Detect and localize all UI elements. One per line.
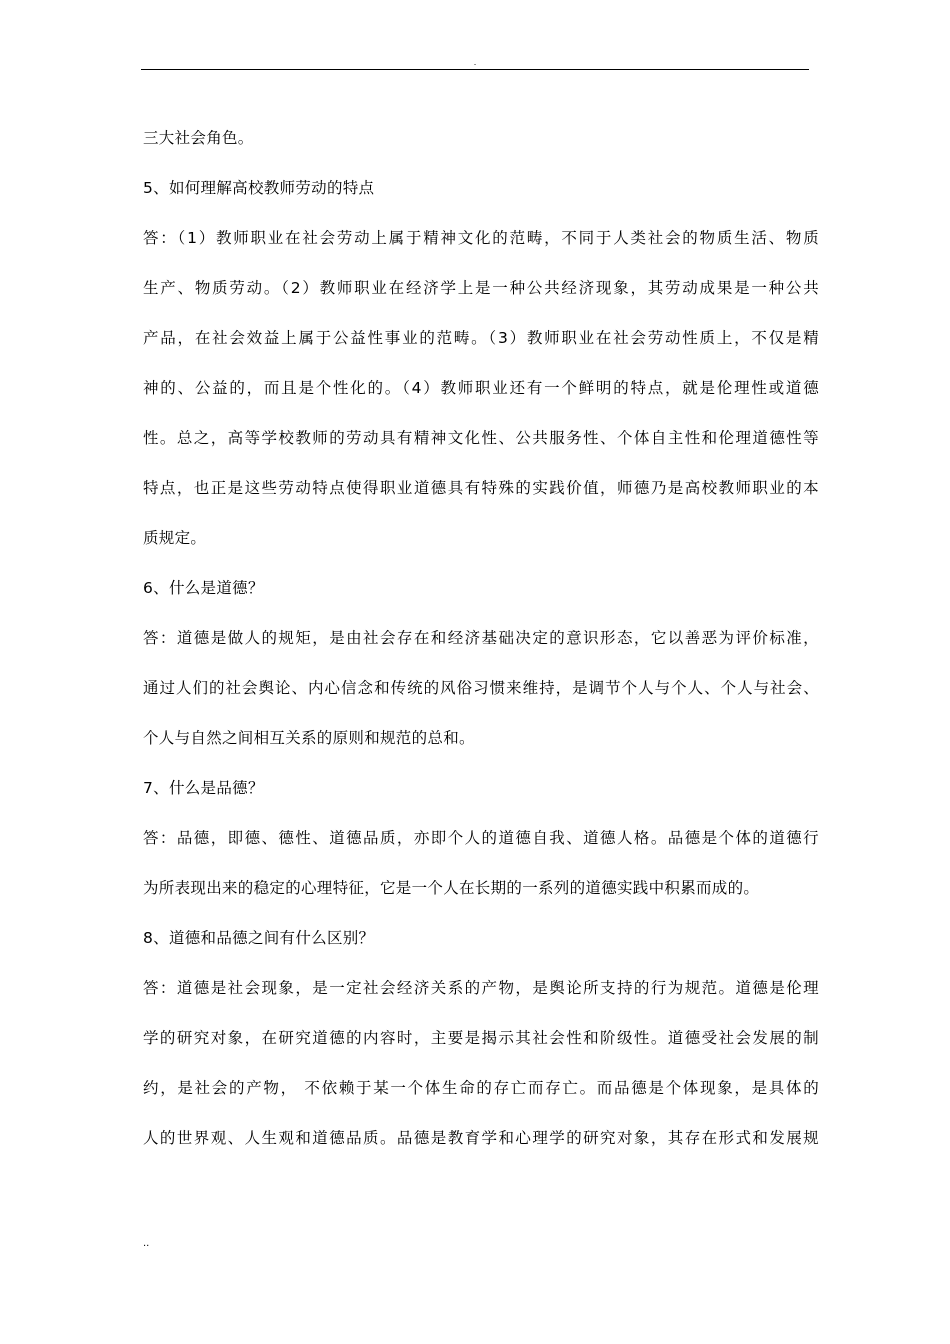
text-line: 特点，也正是这些劳动特点使得职业道德具有特殊的实践价值，师德乃是高校教师职业的本 bbox=[143, 479, 819, 497]
question-heading-5: 5、如何理解高校教师劳动的特点 bbox=[143, 179, 375, 197]
question-heading-6: 6、什么是道德？ bbox=[143, 579, 264, 597]
text-line: 答：道德是社会现象，是一定社会经济关系的产物，是舆论所支持的行为规范。道德是伦理 bbox=[143, 979, 819, 997]
document-body bbox=[143, 113, 819, 1163]
text-line: 为所表现出来的稳定的心理特征，它是一个人在长期的一系列的道德实践中积累而成的。 bbox=[143, 879, 760, 897]
question-heading-7: 7、什么是品德？ bbox=[143, 779, 264, 797]
header-rule bbox=[141, 69, 809, 70]
text-line: 三大社会角色。 bbox=[143, 129, 254, 147]
question-heading-8: 8、道德和品德之间有什么区别？ bbox=[143, 929, 375, 947]
footer-mark: .. bbox=[143, 1238, 150, 1249]
text-line: 个人与自然之间相互关系的原则和规范的总和。 bbox=[143, 729, 475, 747]
text-line: 生产、物质劳动。（2）教师职业在经济学上是一种公共经济现象，其劳动成果是一种公共 bbox=[143, 279, 819, 297]
text-line: 答：道德是做人的规矩，是由社会存在和经济基础决定的意识形态，它以善恶为评价标准， bbox=[143, 629, 819, 647]
header-mark: . bbox=[473, 58, 477, 67]
text-line: 答：品德，即德、德性、道德品质，亦即个人的道德自我、道德人格。品德是个体的道德行 bbox=[143, 829, 819, 847]
text-line: 约，是社会的产物， 不依赖于某一个体生命的存亡而存亡。而品德是个体现象，是具体的 bbox=[143, 1079, 819, 1097]
text-line: 性。总之，高等学校教师的劳动具有精神文化性、公共服务性、个体自主性和伦理道德性等 bbox=[143, 429, 819, 447]
text-line: 学的研究对象，在研究道德的内容时，主要是揭示其社会性和阶级性。道德受社会发展的制 bbox=[143, 1029, 819, 1047]
text-line: 产品，在社会效益上属于公益性事业的范畴。（3）教师职业在社会劳动性质上，不仅是精 bbox=[143, 329, 819, 347]
text-line: 通过人们的社会舆论、内心信念和传统的风俗习惯来维持，是调节个人与个人、个人与社会、 bbox=[143, 679, 819, 697]
text-line: 人的世界观、人生观和道德品质。品德是教育学和心理学的研究对象，其存在形式和发展规 bbox=[143, 1129, 819, 1147]
text-line: 答：（1）教师职业在社会劳动上属于精神文化的范畴，不同于人类社会的物质生活、物质 bbox=[143, 229, 819, 247]
text-line: 神的、公益的，而且是个性化的。（4）教师职业还有一个鲜明的特点，就是伦理性或道德 bbox=[143, 379, 819, 397]
text-line: 质规定。 bbox=[143, 529, 207, 547]
